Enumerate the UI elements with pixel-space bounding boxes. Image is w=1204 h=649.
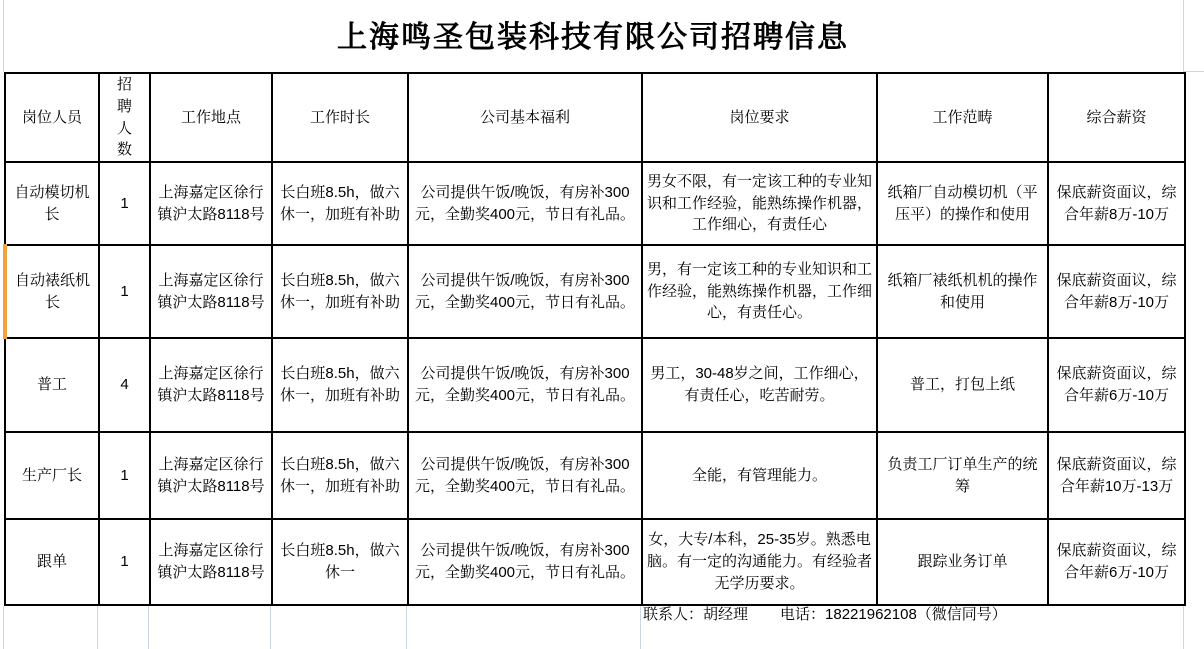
column-header-headcount[interactable]: 招聘人数 <box>99 73 150 162</box>
position-cell[interactable]: 普工 <box>5 338 99 432</box>
headcount-cell[interactable]: 1 <box>99 519 150 605</box>
page-title: 上海鸣圣包装科技有限公司招聘信息 <box>337 21 849 54</box>
hours-cell[interactable]: 长白班8.5h，做六休一，加班有补助 <box>272 245 408 338</box>
contact-phone: 电话：18221962108（微信同号） <box>780 606 1007 623</box>
scope-cell[interactable]: 纸箱厂自动模切机（平压平）的操作和使用 <box>877 162 1048 245</box>
table-header-row <box>5 73 1185 162</box>
requirements-cell[interactable]: 男，有一定该工种的专业知识和工作经验，能熟练操作机器，工作细心，有责任心。 <box>642 245 877 338</box>
column-header-location[interactable]: 工作地点 <box>150 73 272 162</box>
location-cell[interactable]: 上海嘉定区徐行镇沪太路8118号 <box>150 432 272 519</box>
table-header-row <box>5 73 1185 162</box>
hours-cell[interactable]: 长白班8.5h，做六休一，加班有补助 <box>272 162 408 245</box>
scope-cell[interactable]: 纸箱厂裱纸机机的操作和使用 <box>877 245 1048 338</box>
headcount-cell[interactable]: 1 <box>99 162 150 245</box>
headcount-cell[interactable]: 1 <box>99 432 150 519</box>
benefits-cell[interactable]: 公司提供午饭/晚饭，有房补300元，全勤奖400元，节日有礼品。 <box>408 432 642 519</box>
column-header-benefits[interactable]: 公司基本福利 <box>408 73 642 162</box>
scope-cell[interactable]: 普工，打包上纸 <box>877 338 1048 432</box>
contact-person: 联系人：胡经理 <box>643 606 749 623</box>
salary-cell[interactable]: 保底薪资面议，综合年薪8万-10万 <box>1048 162 1185 245</box>
requirements-cell[interactable]: 男女不限，有一定该工种的专业知识和工作经验，能熟练操作机器，工作细心，有责任心 <box>642 162 877 245</box>
table-row <box>5 338 1185 432</box>
salary-cell[interactable]: 保底薪资面议，综合年薪6万-10万 <box>1048 338 1185 432</box>
location-cell[interactable]: 上海嘉定区徐行镇沪太路8118号 <box>150 519 272 605</box>
headcount-cell[interactable]: 4 <box>99 338 150 432</box>
location-cell[interactable]: 上海嘉定区徐行镇沪太路8118号 <box>150 338 272 432</box>
table-body <box>5 162 1185 605</box>
hours-cell[interactable]: 长白班8.5h，做六休一 <box>272 519 408 605</box>
column-header-scope[interactable]: 工作范畴 <box>877 73 1048 162</box>
table-row <box>5 432 1185 519</box>
hours-cell[interactable]: 长白班8.5h，做六休一，加班有补助 <box>272 338 408 432</box>
table-row <box>5 162 1185 245</box>
scope-cell[interactable]: 跟踪业务订单 <box>877 519 1048 605</box>
requirements-cell[interactable]: 全能，有管理能力。 <box>642 432 877 519</box>
benefits-cell[interactable]: 公司提供午饭/晚饭，有房补300元，全勤奖400元，节日有礼品。 <box>408 519 642 605</box>
benefits-cell[interactable]: 公司提供午饭/晚饭，有房补300元，全勤奖400元，节日有礼品。 <box>408 245 642 338</box>
benefits-cell[interactable]: 公司提供午饭/晚饭，有房补300元，全勤奖400元，节日有礼品。 <box>408 338 642 432</box>
hours-cell[interactable]: 长白班8.5h，做六休一，加班有补助 <box>272 432 408 519</box>
position-cell[interactable]: 生产厂长 <box>5 432 99 519</box>
column-header-hours[interactable]: 工作时长 <box>272 73 408 162</box>
salary-cell[interactable]: 保底薪资面议，综合年薪8万-10万 <box>1048 245 1185 338</box>
requirements-cell[interactable]: 男工，30-48岁之间，工作细心，有责任心，吃苦耐劳。 <box>642 338 877 432</box>
contact-bar <box>643 578 1007 649</box>
salary-cell[interactable]: 保底薪资面议，综合年薪10万-13万 <box>1048 432 1185 519</box>
headcount-cell[interactable]: 1 <box>99 245 150 338</box>
benefits-cell[interactable]: 公司提供午饭/晚饭，有房补300元，全勤奖400元，节日有礼品。 <box>408 162 642 245</box>
table-row <box>5 519 1185 605</box>
location-cell[interactable]: 上海嘉定区徐行镇沪太路8118号 <box>150 162 272 245</box>
column-header-salary[interactable]: 综合薪资 <box>1048 73 1185 162</box>
salary-cell[interactable]: 保底薪资面议，综合年薪6万-10万 <box>1048 519 1185 605</box>
position-cell[interactable]: 跟单 <box>5 519 99 605</box>
requirements-cell[interactable]: 女，大专/本科，25-35岁。熟悉电脑。有一定的沟通能力。有经验者无学历要求。 <box>642 519 877 605</box>
position-cell[interactable]: 自动裱纸机长 <box>5 245 99 338</box>
sheet-gridline <box>1183 71 1204 72</box>
position-cell[interactable]: 自动模切机长 <box>5 162 99 245</box>
table-row <box>5 245 1185 338</box>
location-cell[interactable]: 上海嘉定区徐行镇沪太路8118号 <box>150 245 272 338</box>
column-header-position[interactable]: 岗位人员 <box>5 73 99 162</box>
scope-cell[interactable]: 负责工厂订单生产的统筹 <box>877 432 1048 519</box>
jobs-table <box>3 72 1186 606</box>
column-header-requirements[interactable]: 岗位要求 <box>642 73 877 162</box>
